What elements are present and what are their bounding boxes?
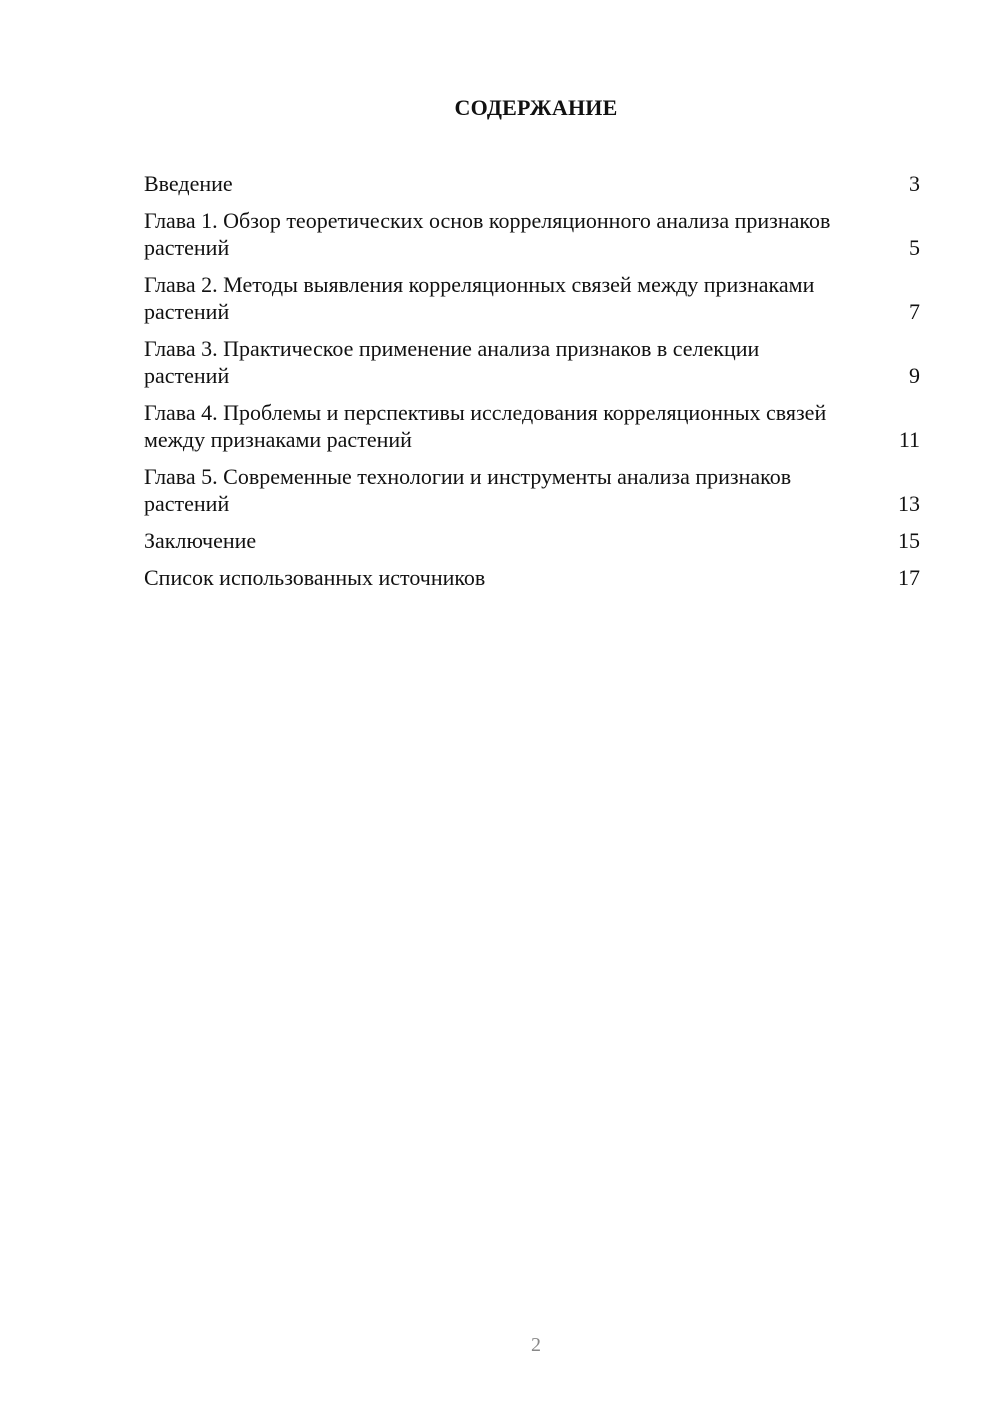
toc-entry-introduction bbox=[144, 170, 920, 197]
toc-entry-page: 3 bbox=[909, 171, 920, 196]
table-of-contents bbox=[144, 170, 920, 601]
toc-entry-chapter-2 bbox=[144, 271, 920, 325]
toc-entry-page: 11 bbox=[898, 427, 920, 452]
toc-entry-chapter-3 bbox=[144, 335, 920, 389]
toc-entry-title: Заключение bbox=[144, 528, 257, 553]
toc-entry-title: Глава 2. Методы выявления корреляционных связей между признаками растений bbox=[144, 272, 815, 324]
toc-entry-page: 7 bbox=[909, 299, 920, 324]
toc-entry-title: Введение bbox=[144, 171, 233, 196]
toc-entry-title: Глава 4. Проблемы и перспективы исследования корреляционных связей между признаками растений bbox=[144, 400, 827, 452]
toc-entry-chapter-4 bbox=[144, 399, 920, 453]
toc-entry-chapter-1 bbox=[144, 207, 920, 261]
toc-entry-conclusion bbox=[144, 527, 920, 554]
toc-entry-page: 15 bbox=[898, 528, 920, 553]
toc-entry-page: 5 bbox=[909, 235, 920, 260]
toc-entry-title: Глава 1. Обзор теоретических основ корреляционного анализа признаков растений bbox=[144, 208, 831, 260]
page-title: СОДЕРЖАНИЕ bbox=[454, 95, 618, 120]
toc-entry-page: 13 bbox=[898, 491, 920, 516]
toc-entry-page: 17 bbox=[898, 565, 920, 590]
toc-entry-page: 9 bbox=[909, 363, 920, 388]
toc-entry-chapter-5 bbox=[144, 463, 920, 517]
page-number: 2 bbox=[531, 1334, 541, 1356]
toc-entry-references bbox=[144, 564, 920, 591]
toc-entry-title: Список использованных источников bbox=[144, 565, 486, 590]
toc-entry-title: Глава 3. Практическое применение анализа признаков в селекции растений bbox=[144, 336, 760, 388]
toc-entry-title: Глава 5. Современные технологии и инструменты анализа признаков растений bbox=[144, 464, 792, 516]
